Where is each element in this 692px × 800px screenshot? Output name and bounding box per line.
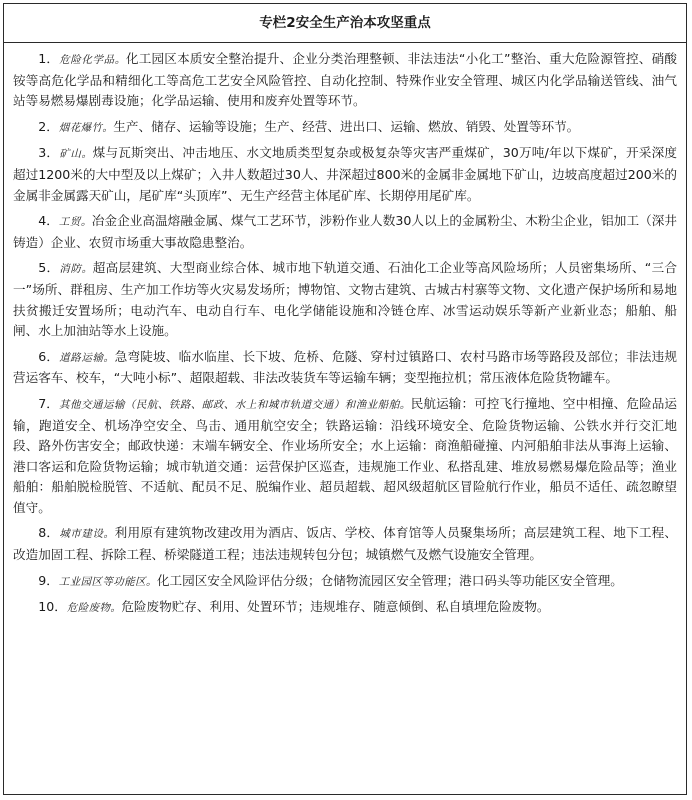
list-item-industrial-parks [13,571,677,593]
item-text: 利用原有建筑物改建改用为酒店、饭店、学校、体育馆等人员聚集场所；高层建筑工程、地下工程、改造加固工程、拆除工程、桥梁隧道工程；违法违规转包分包；城镇燃气及燃气设施安全管理。 [13,525,678,563]
item-keyword: 消防。 [59,263,93,276]
item-number: 10． [38,599,67,615]
item-number: 2． [38,118,59,134]
item-text: 民航运输：可控飞行撞地、空中相撞、危险品运输，跑道安全、机场净空安全、鸟击、通用航空安全；铁路运输：沿线环境安全、危险货物运输、公铁水并行交汇地段、路外伤害安全；邮政快递：末端车辆安全、作业场所安全；水上运输：商渔船碰撞、内河船舶非法从事海上运输、港口客运和危险货物运输；城市轨道交通：运营保护区巡查，违规施工作业、私搭乱建、堆放易燃易爆危险品等；渔业船舶：船舶脱检脱管、不适航、配员不足、脱编作业、超员超载、超风级超航区冒险航行作业，船员不适任、疏忽瞭望值守。 [13,395,677,515]
list-item-urban-construction [13,523,677,565]
item-keyword: 工贸。 [58,216,92,229]
item-number: 5． [38,260,60,276]
list-item-mining [13,143,677,206]
list-item-industry-trade [13,211,677,253]
item-text: 超高层建筑、大型商业综合体、城市地下轨道交通、石油化工企业等高风险场所；人员密集场所、“三合一”场所、群租房、生产加工作坊等火灾易发场所；博物馆、文物古建筑、古城古村寨等文物、文化遗产保护场所和易地扶贫搬迁安置场所；电动汽车、电动自行车、电化学储能设施和冷链仓库、冰雪运动娱乐等新产业新业态；船舶、船闸、水上加油站等水上设施。 [13,260,678,339]
list-item-fire-protection [13,258,677,341]
list-item-hazardous-waste [13,597,677,619]
list-item-other-transport [13,394,677,519]
item-number: 1． [38,51,60,66]
item-keyword: 烟花爆竹。 [58,121,114,134]
item-number: 9． [38,572,59,588]
item-text: 生产、储存、运输等设施；生产、经营、进出口、运输、燃放、销毁、处置等环节。 [113,118,580,134]
item-keyword: 城市建设。 [59,528,115,541]
item-text: 煤与瓦斯突出、冲击地压、水文地质类型复杂或极复杂等灾害严重煤矿，30万吨/年以下煤矿，开采深度超过1200米的大中型及以上煤矿；入井人数超过30人、井深超过800米的金属非金属地下矿山，边坡高度超过200米的金属非金属露天矿山，尾矿库“头顶库”、无生产经营主体尾矿库、长期停用尾矿库。 [13,145,678,203]
list-item-hazardous-chemicals [13,49,677,112]
item-text: 冶金企业高温熔融金属、煤气工艺环节，涉粉作业人数30人以上的金属粉尘、木粉尘企业，铝加工（深井铸造）企业、农贸市场重大事故隐患整治。 [13,213,678,250]
table-body [4,43,686,619]
item-keyword: 道路运输。 [59,351,115,364]
item-text: 化工园区本质安全整治提升、企业分类治理整顿、非法违法“小化工”整治、重大危险源管控、硝酸铵等高危化学品和精细化工等高危工艺安全风险管控、自动化控制、特殊作业安全管理、城区内化学品输送管线、油气站等易燃易爆剧毒设施；化学品运输、使用和废弃处置等环节。 [13,51,677,109]
item-number: 7． [38,395,59,411]
item-keyword: 危险化学品。 [59,54,126,66]
document-table [3,3,687,795]
list-item-fireworks [13,117,677,139]
item-keyword: 其他交通运输（民航、铁路、邮政、水上和城市轨道交通）和渔业船舶。 [58,398,411,411]
item-number: 8． [38,525,60,541]
item-text: 化工园区安全风险评估分级；仓储物流园区安全管理；港口码头等功能区安全管理。 [156,572,623,588]
item-keyword: 工业园区等功能区。 [58,575,157,588]
item-text: 危险废物贮存、利用、处置环节；违规堆存、随意倾倒、私自填埋危险废物。 [121,599,550,615]
list-item-road-transport [13,347,677,389]
item-keyword: 危险废物。 [66,602,122,615]
table-title: 专栏2安全生产治本攻坚重点 [4,4,686,43]
item-text: 急弯陡坡、临水临崖、长下坡、危桥、危隧、穿村过镇路口、农村马路市场等路段及部位；非法违规营运客车、校车，“大吨小标”、超限超载、非法改装货车等运输车辆；变型拖拉机；常压液体危险货物罐车。 [13,348,678,386]
item-keyword: 矿山。 [59,148,93,161]
item-number: 6． [38,348,60,364]
item-number: 3． [38,145,60,161]
item-number: 4． [38,213,59,229]
